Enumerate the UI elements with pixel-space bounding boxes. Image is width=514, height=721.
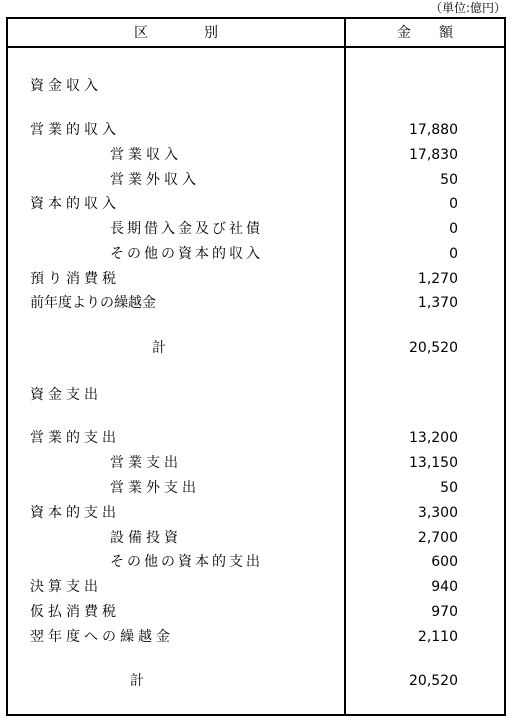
row-label: 決算支出 [30, 579, 102, 595]
row-value: 3,300 [417, 505, 458, 521]
row-label: その他の資本的収入 [110, 246, 263, 262]
row-value: 1,270 [417, 271, 458, 287]
row-label: 営業外支出 [110, 480, 200, 496]
row-label: 営業的収入 [30, 122, 120, 138]
row-value: 2,110 [417, 629, 458, 645]
row-label: 営業収入 [110, 147, 182, 163]
row-value: 0 [449, 221, 458, 237]
total-value-expenditure: 20,520 [409, 673, 458, 689]
row-value: 600 [431, 554, 458, 570]
row-value: 17,830 [409, 147, 458, 163]
row-label: 預り消費税 [30, 271, 120, 287]
row-value: 1,370 [417, 295, 458, 311]
row-label: 翌年度への繰越金 [30, 629, 174, 645]
row-value: 50 [440, 172, 458, 188]
row-label: 営業外収入 [110, 172, 200, 188]
row-label: 長期借入金及び社債 [110, 221, 263, 237]
row-label: その他の資本的支出 [110, 554, 263, 570]
section-title-expenditure: 資金支出 [30, 387, 102, 403]
row-value: 970 [431, 604, 458, 620]
header-category: 区 別 [134, 25, 218, 41]
row-value: 940 [431, 579, 458, 595]
row-value: 50 [440, 480, 458, 496]
row-label: 仮払消費税 [30, 604, 120, 620]
row-value: 13,150 [409, 455, 458, 471]
unit-note: （単位:億円） [429, 1, 506, 15]
row-value: 2,700 [417, 530, 458, 546]
section-title-income: 資金収入 [30, 78, 102, 94]
row-label: 資本的支出 [30, 505, 120, 521]
row-label: 営業支出 [110, 455, 182, 471]
row-label: 設備投資 [110, 530, 182, 546]
row-value: 0 [449, 196, 458, 212]
total-label-expenditure: 計 [130, 673, 148, 689]
row-value: 13,200 [409, 430, 458, 446]
row-label: 前年度よりの繰越金 [30, 295, 156, 311]
header-amount: 金 額 [397, 25, 453, 41]
column-divider [344, 17, 346, 716]
row-label: 営業的支出 [30, 430, 120, 446]
total-label-income: 計 [152, 340, 170, 356]
row-value: 17,880 [409, 122, 458, 138]
row-value: 0 [449, 246, 458, 262]
total-value-income: 20,520 [409, 340, 458, 356]
row-label: 資本的収入 [30, 196, 120, 212]
header-divider [6, 46, 506, 48]
